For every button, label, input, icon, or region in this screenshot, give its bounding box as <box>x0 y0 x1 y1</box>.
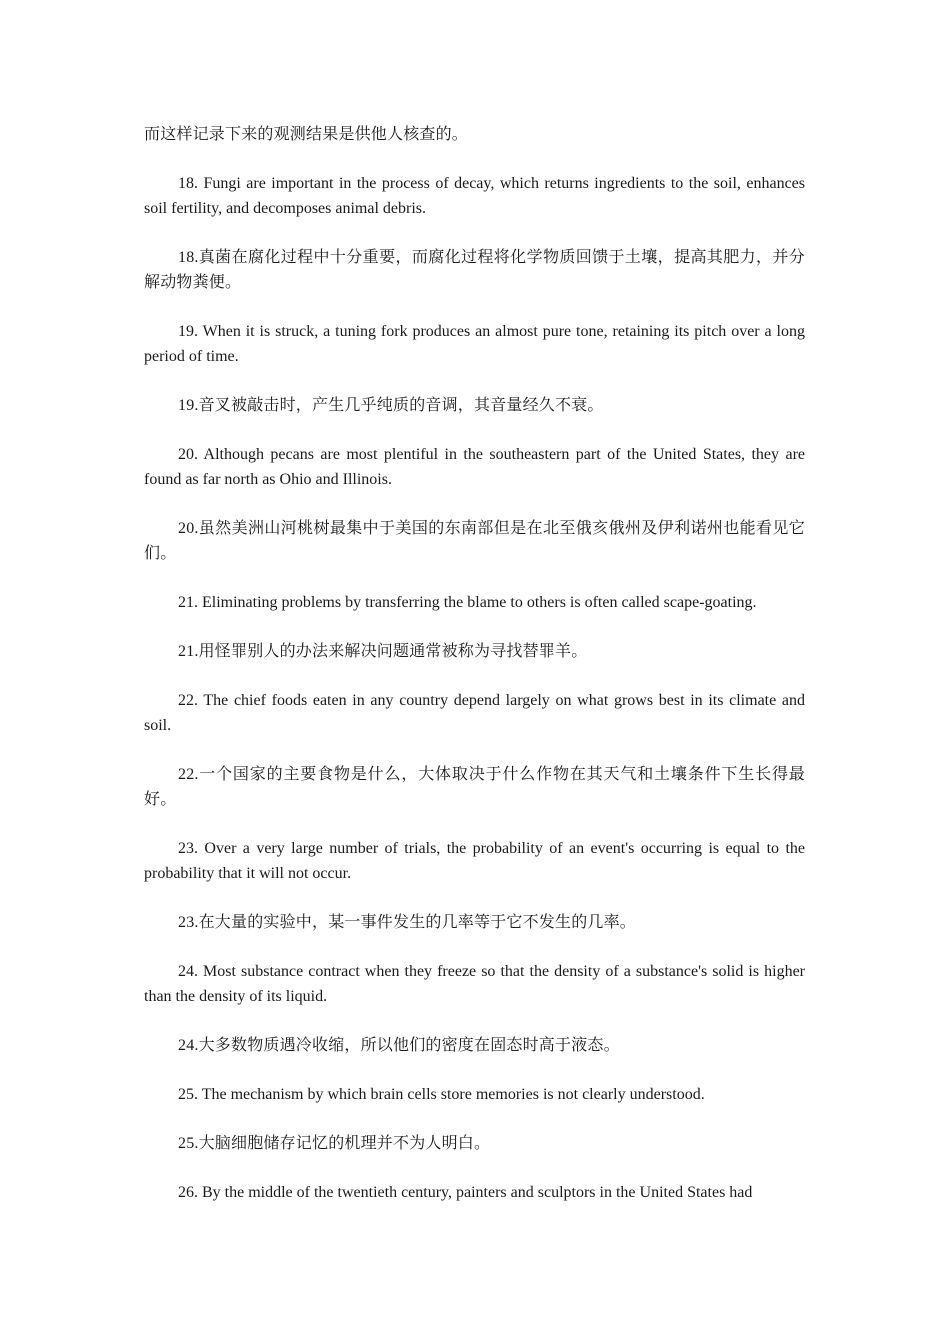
paragraph-24-chinese: 24.大多数物质遇冷收缩，所以他们的密度在固态时高于液态。 <box>178 1037 620 1054</box>
paragraph-23-chinese: 23.在大量的实验中，某一事件发生的几率等于它不发生的几率。 <box>178 914 637 931</box>
paragraph-25-english: 25. The mechanism by which brain cells store memories is not clearly understood. <box>178 1086 705 1103</box>
paragraph-20-chinese: 20.虽然美洲山河桃树最集中于美国的东南部但是在北至俄亥俄州及伊利诺州也能看见它们。 <box>144 520 805 562</box>
paragraph-19-english: 19. When it is struck, a tuning fork produces an almost pure tone, retaining its pitch over a long period of time. <box>144 323 805 365</box>
paragraph-22-english: 22. The chief foods eaten in any country depend largely on what grows best in its climate and soil. <box>144 692 805 734</box>
paragraph-18-chinese: 18.真菌在腐化过程中十分重要，而腐化过程将化学物质回馈于土壤，提高其肥力，并分解动物粪便。 <box>144 249 805 291</box>
paragraph-18-english: 18. Fungi are important in the process of decay, which returns ingredients to the soil, enhances soil fertility, and decomposes animal debris. <box>144 175 805 217</box>
paragraph-25-chinese: 25.大脑细胞储存记忆的机理并不为人明白。 <box>178 1135 491 1152</box>
paragraph-0-chinese: 而这样记录下来的观测结果是供他人核查的。 <box>144 126 469 143</box>
paragraph-20-english: 20. Although pecans are most plentiful in the southeastern part of the United States, they are found as far north as Ohio and Illinois. <box>144 446 805 488</box>
paragraph-23-english: 23. Over a very large number of trials, the probability of an event's occurring is equal to the probability that it will not occur. <box>144 840 805 882</box>
paragraph-19-chinese: 19.音叉被敲击时，产生几乎纯质的音调，其音量经久不衰。 <box>178 397 604 414</box>
paragraph-21-english: 21. Eliminating problems by transferring the blame to others is often called scape-goating. <box>178 594 757 611</box>
document-body <box>144 122 805 1229</box>
paragraph-22-chinese: 22.一个国家的主要食物是什么，大体取决于什么作物在其天气和土壤条件下生长得最好。 <box>144 766 805 808</box>
paragraph-21-chinese: 21.用怪罪别人的办法来解决问题通常被称为寻找替罪羊。 <box>178 643 588 660</box>
paragraph-24-english: 24. Most substance contract when they freeze so that the density of a substance's solid is higher than the density of its liquid. <box>144 963 805 1005</box>
paragraph-26-english: 26. By the middle of the twentieth century, painters and sculptors in the United States had <box>178 1184 753 1201</box>
